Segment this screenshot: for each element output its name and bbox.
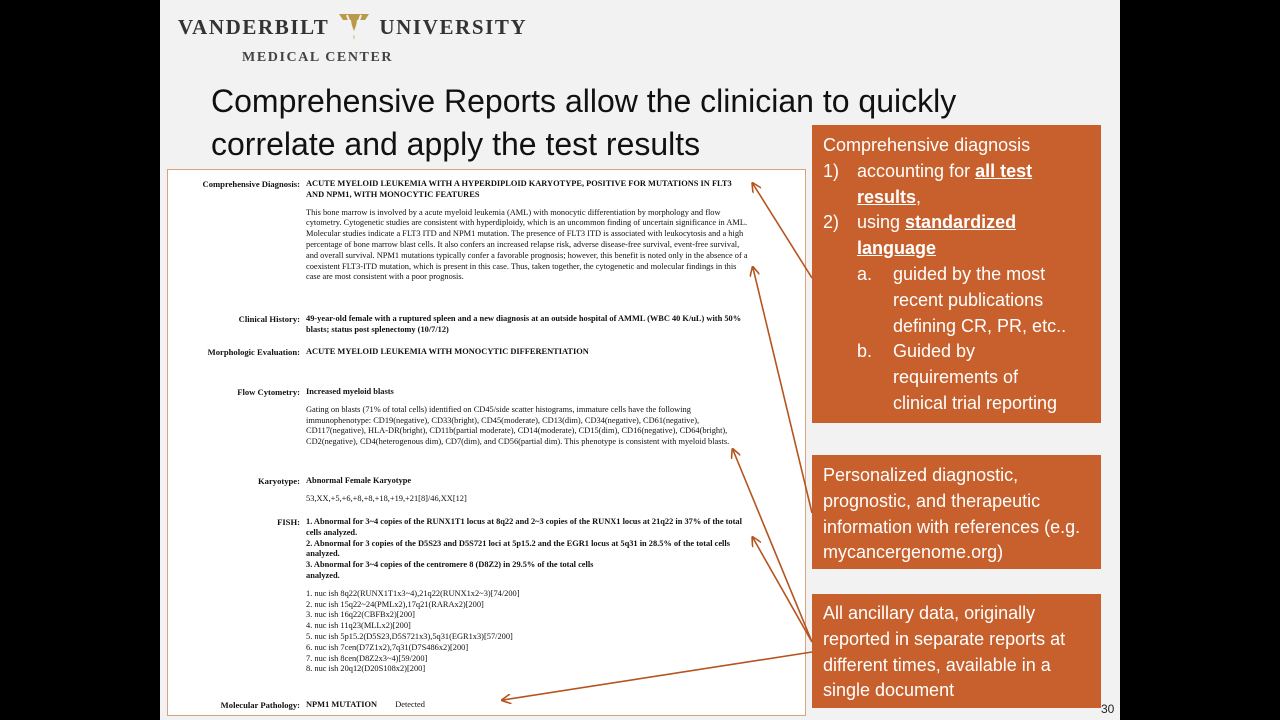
clinical-history-label: Clinical History: bbox=[238, 314, 300, 324]
sublist-letter-b: b. bbox=[857, 341, 873, 362]
clinical-history-text: 49-year-old female with a ruptured spleen and a new diagnosis at an outside hospital of AMML (WBC 40 K/uL) with 50% blasts; status post splenectomy (10/7/12) bbox=[306, 314, 742, 334]
nucish-line: 8. nuc ish 20q12(D20S108x2)[200] bbox=[306, 664, 426, 674]
karyotype-label: Karyotype: bbox=[257, 476, 300, 486]
flow-cytometry-heading: Increased myeloid blasts bbox=[306, 387, 394, 396]
sublist-letter-a: a. bbox=[857, 263, 873, 284]
title-line-1: Comprehensive Reports allow the clinician to quickly bbox=[211, 83, 957, 119]
nucish-line: 6. nuc ish 7cen(D7Z1x2),7q31(D7S486x2)[200] bbox=[306, 642, 469, 652]
callout-intro: Comprehensive diagnosis bbox=[823, 135, 1031, 155]
sublist-item-b: Guided by requirements of clinical trial reporting bbox=[893, 341, 1058, 413]
fish-label: FISH: bbox=[277, 517, 300, 527]
comprehensive-diagnosis-heading: ACUTE MYELOID LEUKEMIA WITH A HYPERDIPLOID KARYOTYPE, POSITIVE FOR MUTATIONS IN FLT3 AND NPM1, WITH MONOCYTIC FEATURES bbox=[306, 179, 732, 199]
sublist-item-a: guided by the most recent publications defining CR, PR, etc.. bbox=[893, 263, 1067, 336]
personalized-info-text: Personalized diagnostic, prognostic, and therapeutic information with references (e.g. mycancergenome.org) bbox=[823, 465, 1081, 563]
nucish-line: 3. nuc ish 16q22(CBFBx2)[200] bbox=[306, 610, 415, 620]
karyotype-text: 53,XX,+5,+6,+8,+8,+18,+19,+21[8]/46,XX[12] bbox=[306, 493, 467, 503]
callout-arrows bbox=[160, 0, 1120, 720]
fish-finding-2: 2. Abnormal for 3 copies of the D5S23 and D5S721 loci at 5p15.2 and the EGR1 locus at 5q31 in 28.5% of the total cells analyzed. bbox=[306, 538, 730, 559]
list-item-2-emphasis: standardized language bbox=[857, 212, 1017, 259]
arrow-to-diagnosis bbox=[753, 184, 812, 278]
comprehensive-diagnosis-label: Comprehensive Diagnosis: bbox=[202, 179, 300, 189]
list-number-2: 2) bbox=[823, 212, 840, 233]
list-item-1-emphasis: all test results bbox=[857, 160, 1033, 207]
morphologic-evaluation-label: Morphologic Evaluation: bbox=[207, 347, 300, 357]
list-number-1: 1) bbox=[823, 160, 840, 181]
logo-subtitle: MEDICAL CENTER bbox=[242, 50, 394, 65]
flow-cytometry-text: Gating on blasts (71% of total cells) identified on CD45/side scatter histograms, immature cells have the following immunophenotype: CD19(negative), CD33(bright), CD45(moderate), CD13(dim), CD34(negative), CD61(negative), CD117(negative), HLA-DR(bright), CD11b(partial moderate), CD14(moderate), CD15(dim), CD16(negative), CD64(bright), CD2(negative), CD4(heterogenous dim), CD7(dim), and CD56(partial dim). This phenotype is consistent with myeloid blasts. bbox=[306, 404, 730, 447]
nucish-line: 4. nuc ish 11q23(MLLx2)[200] bbox=[306, 621, 411, 631]
fish-finding-1: 1. Abnormal for 3~4 copies of the RUNX1T1 locus at 8q22 and 2~3 copies of the RUNX1 locus at 21q22 in 37% of the total cells analyzed. bbox=[306, 517, 742, 537]
arrow-to-flow-cytometry bbox=[733, 450, 812, 642]
logo-right-text: UNIVERSITY bbox=[379, 14, 528, 39]
nucish-line: 5. nuc ish 5p15.2(D5S23,D5S721x3),5q31(EGR1x3)[57/200] bbox=[306, 631, 513, 641]
molecular-pathology-result: Detected bbox=[395, 700, 425, 709]
logo-left-text: VANDERBILT bbox=[178, 14, 330, 39]
ancillary-data-text: All ancillary data, originally reported in separate reports at different times, available in a single document bbox=[823, 603, 1066, 701]
arrow-to-prognosis bbox=[753, 268, 812, 513]
morphologic-evaluation-text: ACUTE MYELOID LEUKEMIA WITH MONOCYTIC DIFFERENTIATION bbox=[306, 347, 589, 356]
arrow-to-molecular bbox=[503, 652, 812, 700]
slide bbox=[160, 0, 1120, 720]
comprehensive-diagnosis-callout: Comprehensive diagnosis 1) accounting for all test results, 2) using standardized language a. guided by the most recent publications defining CR, PR, etc.. b. Guided by requirements of clinical trial reporting bbox=[812, 125, 1101, 423]
nucish-line: 7. nuc ish 8cen(D8Z2x3~4)[59/200] bbox=[306, 653, 428, 663]
arrow-to-fish bbox=[753, 538, 812, 642]
page-number: 30 bbox=[1101, 702, 1115, 716]
molecular-pathology-label: Molecular Pathology: bbox=[220, 700, 300, 710]
list-item-1-text: accounting for bbox=[857, 160, 976, 181]
fish-finding-3: 3. Abnormal for 3~4 copies of the centromere 8 (D8Z2) in 29.5% of the total cells analyzed. bbox=[306, 560, 594, 580]
title-line-2: correlate and apply the test results bbox=[211, 126, 701, 162]
molecular-pathology-name: NPM1 MUTATION bbox=[306, 700, 378, 709]
list-item-2-text: using bbox=[857, 212, 906, 233]
nucish-line: 1. nuc ish 8q22(RUNX1T1x3~4),21q22(RUNX1x2~3)[74/200] bbox=[306, 588, 520, 598]
flow-cytometry-label: Flow Cytometry: bbox=[237, 387, 300, 397]
comprehensive-diagnosis-text: This bone marrow is involved by a acute myeloid leukemia (AML) with monocytic differentiation by morphology and flow cytometry. Cytogenetic studies are consistent with hyperdiploidy, which is an uncommon finding of uncertain significance in AML. Molecular studies indicate a FLT3 ITD and NPM1 mutation. The presence of FLT3 ITD is associated with leukocytosis and a high percentage of bone marrow blast cells. It also confers an increased relapse risk, adverse disease-free survival, event-free survival, and overall survival. NPM1 mutations typically confer a favorable prognosis; however, this benefit is noted only in the absence of a coexistent FLT3-ITD mutation, which is present in this case. Thus, taken together, the cytogenetic and molecular findings in this case are most consistent with a poor prognosis. bbox=[306, 207, 748, 282]
nucish-line: 2. nuc ish 15q22~24(PMLx2),17q21(RARAx2)[200] bbox=[306, 599, 484, 609]
karyotype-heading: Abnormal Female Karyotype bbox=[306, 476, 412, 485]
